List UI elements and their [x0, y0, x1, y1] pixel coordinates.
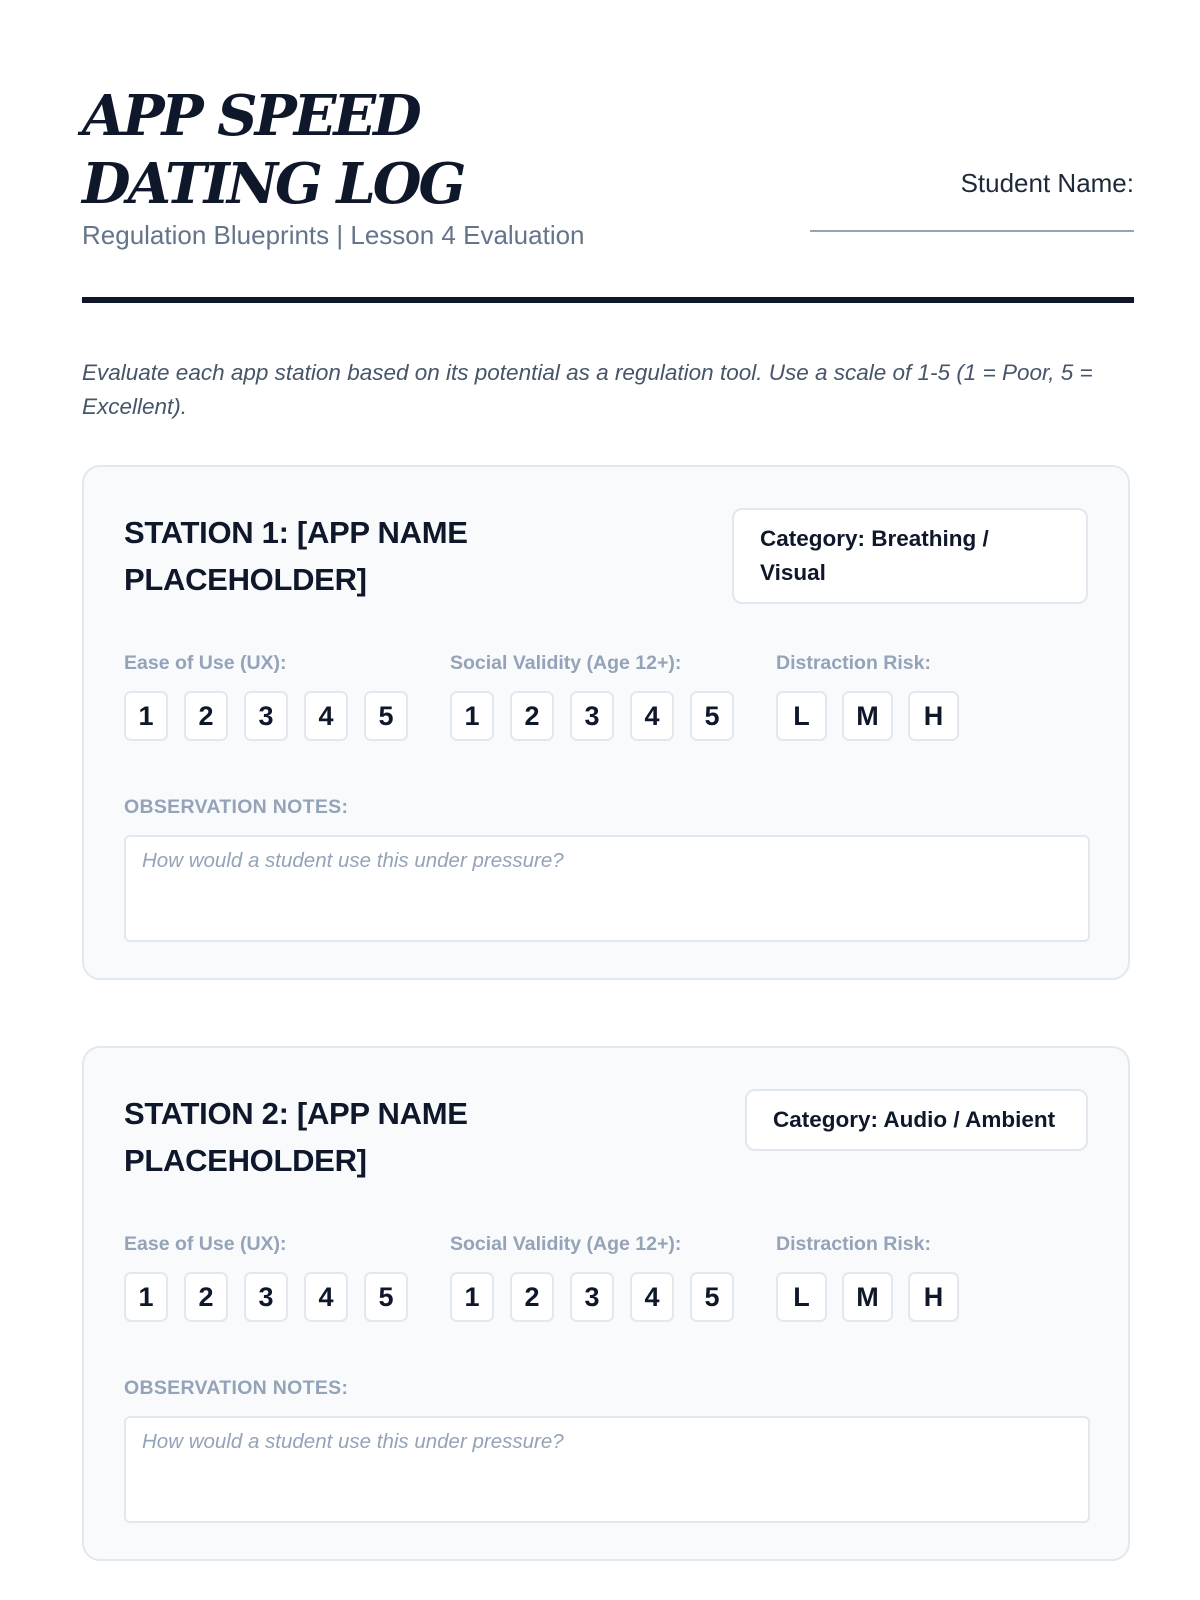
station-title: STATION 2: [APP NAME PLACEHOLDER] — [124, 1096, 468, 1178]
page-title: APP SPEED DATING LOG — [82, 83, 464, 217]
risk-option-medium[interactable]: M — [842, 691, 893, 741]
observation-notes-label: OBSERVATION NOTES: — [124, 1377, 349, 1399]
ease-rating-option-2[interactable]: 2 — [184, 691, 228, 741]
ease-rating-option-1[interactable]: 1 — [124, 1272, 168, 1322]
risk-option-low[interactable]: L — [776, 1272, 827, 1322]
category-badge: Category: Breathing / Visual — [732, 508, 1088, 604]
distraction-risk-label: Distraction Risk: — [776, 1233, 931, 1255]
distraction-risk-rating — [776, 651, 944, 731]
social-rating-option-3[interactable]: 3 — [570, 1272, 614, 1322]
observation-notes-input[interactable] — [124, 1416, 1090, 1523]
ease-rating-option-3[interactable]: 3 — [244, 691, 288, 741]
ease-rating-option-5[interactable]: 5 — [364, 691, 408, 741]
ease-of-use-rating — [124, 651, 394, 731]
station-title: STATION 1: [APP NAME PLACEHOLDER] — [124, 515, 468, 597]
worksheet-page — [82, 0, 1134, 1399]
student-name-line[interactable] — [810, 230, 1134, 232]
category-badge: Category: Audio / Ambient — [745, 1089, 1088, 1151]
social-rating-option-5[interactable]: 5 — [690, 691, 734, 741]
social-rating-option-3[interactable]: 3 — [570, 691, 614, 741]
ease-rating-option-1[interactable]: 1 — [124, 691, 168, 741]
social-rating-option-1[interactable]: 1 — [450, 1272, 494, 1322]
ease-rating-option-2[interactable]: 2 — [184, 1272, 228, 1322]
risk-option-high[interactable]: H — [908, 1272, 959, 1322]
observation-notes-label: OBSERVATION NOTES: — [124, 796, 349, 818]
social-validity-label: Social Validity (Age 12+): — [450, 652, 682, 674]
risk-option-medium[interactable]: M — [842, 1272, 893, 1322]
risk-option-low[interactable]: L — [776, 691, 827, 741]
ease-of-use-label: Ease of Use (UX): — [124, 652, 287, 674]
social-rating-option-4[interactable]: 4 — [630, 1272, 674, 1322]
social-validity-label: Social Validity (Age 12+): — [450, 1233, 682, 1255]
header-divider — [82, 297, 1134, 303]
station-card-2 — [82, 1046, 1130, 1561]
student-name-label: Student Name: — [960, 168, 1134, 198]
ease-rating-option-3[interactable]: 3 — [244, 1272, 288, 1322]
ease-of-use-rating — [124, 1232, 394, 1312]
distraction-risk-label: Distraction Risk: — [776, 652, 931, 674]
page-subtitle: Regulation Blueprints | Lesson 4 Evaluation — [82, 220, 585, 250]
social-validity-rating — [450, 1232, 720, 1312]
risk-option-high[interactable]: H — [908, 691, 959, 741]
ease-rating-option-5[interactable]: 5 — [364, 1272, 408, 1322]
ease-of-use-label: Ease of Use (UX): — [124, 1233, 287, 1255]
station-card-1 — [82, 465, 1130, 980]
social-rating-option-1[interactable]: 1 — [450, 691, 494, 741]
social-rating-option-4[interactable]: 4 — [630, 691, 674, 741]
social-validity-rating — [450, 651, 720, 731]
social-rating-option-2[interactable]: 2 — [510, 1272, 554, 1322]
social-rating-option-2[interactable]: 2 — [510, 691, 554, 741]
instructions-text: Evaluate each app station based on its potential as a regulation tool. Use a scale of 1-5 (1 = Poor, 5 = Excellent). — [82, 360, 1093, 419]
distraction-risk-rating — [776, 1232, 944, 1312]
ease-rating-option-4[interactable]: 4 — [304, 1272, 348, 1322]
header — [82, 0, 1134, 303]
social-rating-option-5[interactable]: 5 — [690, 1272, 734, 1322]
ease-rating-option-4[interactable]: 4 — [304, 691, 348, 741]
observation-notes-input[interactable] — [124, 835, 1090, 942]
